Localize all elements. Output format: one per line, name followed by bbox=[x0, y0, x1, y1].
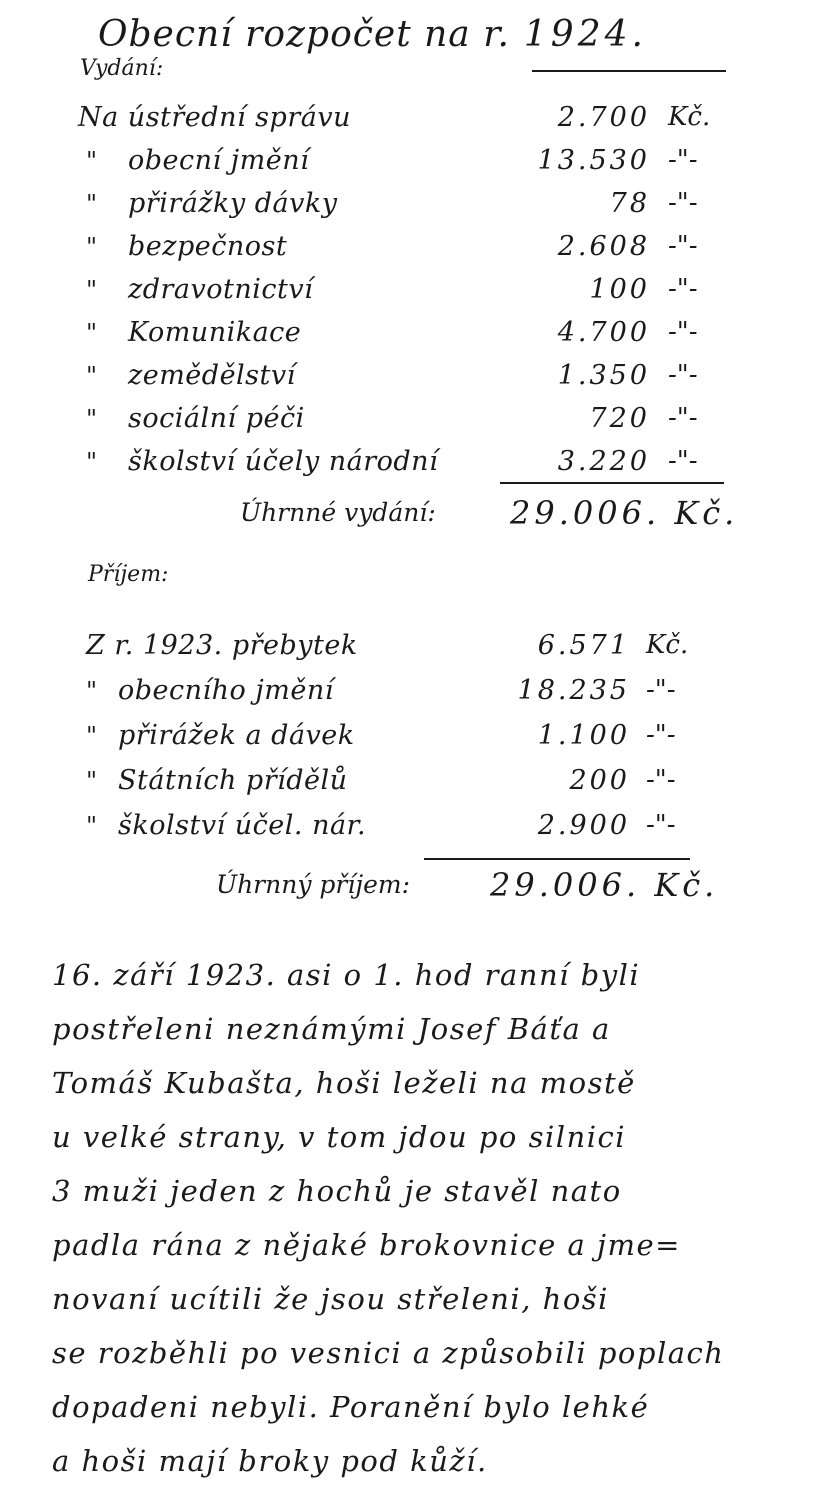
row-amount: 18.235 bbox=[517, 675, 630, 706]
ditto-mark: " bbox=[86, 812, 98, 840]
ditto-mark: " bbox=[86, 362, 98, 390]
row-label: přirážky dávky bbox=[128, 188, 338, 219]
row-unit: -"- bbox=[646, 765, 676, 795]
expenses-heading: Vydání: bbox=[80, 56, 164, 81]
row-label: obecní jmění bbox=[128, 145, 310, 176]
ledger-row bbox=[0, 403, 831, 443]
row-amount: 2.608 bbox=[557, 231, 650, 262]
row-unit: -"- bbox=[646, 720, 676, 750]
row-label: Státních přídělů bbox=[118, 765, 348, 796]
row-unit: -"- bbox=[668, 317, 698, 347]
note-line: 3 muži jeden z hochů je stavěl nato bbox=[52, 1174, 622, 1208]
row-amount: 6.571 bbox=[537, 630, 630, 661]
row-amount: 4.700 bbox=[557, 317, 650, 348]
row-amount: 100 bbox=[589, 274, 650, 305]
ledger-row bbox=[0, 317, 831, 357]
note-line: dopadeni nebyli. Poranění bylo lehké bbox=[52, 1390, 650, 1424]
row-amount: 200 bbox=[569, 765, 630, 796]
note-line: 16. září 1923. asi o 1. hod ranní byli bbox=[52, 958, 641, 992]
row-unit: Kč. bbox=[646, 630, 689, 660]
row-unit: -"- bbox=[646, 675, 676, 705]
income-total-row bbox=[0, 866, 831, 910]
expenses-total-amount: 29.006. Kč. bbox=[510, 494, 739, 532]
ledger-row bbox=[0, 675, 831, 715]
ledger-row bbox=[0, 630, 831, 670]
income-heading: Příjem: bbox=[88, 562, 169, 587]
row-unit: -"- bbox=[668, 188, 698, 218]
row-label: školství účely národní bbox=[128, 446, 439, 477]
title-year: 1924. bbox=[523, 14, 647, 55]
note-line: Tomáš Kubašta, hoši leželi na mostě bbox=[52, 1066, 636, 1100]
row-amount: 78 bbox=[609, 188, 650, 219]
row-amount: 1.100 bbox=[537, 720, 630, 751]
ledger-row bbox=[0, 231, 831, 271]
row-unit: -"- bbox=[668, 274, 698, 304]
income-total-label: Úhrnný příjem: bbox=[216, 870, 411, 899]
income-total-amount: 29.006. Kč. bbox=[490, 866, 719, 904]
ledger-row bbox=[0, 145, 831, 185]
ditto-mark: " bbox=[86, 677, 98, 705]
ledger-row bbox=[0, 188, 831, 228]
ditto-mark: " bbox=[86, 767, 98, 795]
note-paragraph bbox=[52, 948, 812, 1488]
page-title bbox=[98, 14, 647, 55]
row-unit: -"- bbox=[646, 810, 676, 840]
row-label: bezpečnost bbox=[128, 231, 288, 262]
ditto-mark: " bbox=[86, 448, 98, 476]
row-unit: -"- bbox=[668, 403, 698, 433]
ledger-row bbox=[0, 360, 831, 400]
ditto-mark: " bbox=[86, 405, 98, 433]
ditto-mark: " bbox=[86, 722, 98, 750]
ledger-row bbox=[0, 765, 831, 805]
title-text: Obecní rozpočet na r. bbox=[98, 14, 510, 55]
row-amount: 2.700 bbox=[557, 102, 650, 133]
row-label: Na ústřední správu bbox=[78, 102, 351, 133]
ledger-row bbox=[0, 274, 831, 314]
row-label: zemědělství bbox=[128, 360, 296, 391]
ditto-mark: " bbox=[86, 319, 98, 347]
row-label: školství účel. nár. bbox=[118, 810, 367, 841]
note-line: padla rána z nějaké brokovnice a jme= bbox=[52, 1228, 681, 1262]
ditto-mark: " bbox=[86, 233, 98, 261]
ditto-mark: " bbox=[86, 276, 98, 304]
row-unit: -"- bbox=[668, 446, 698, 476]
row-label: přirážek a dávek bbox=[118, 720, 355, 751]
ledger-row bbox=[0, 102, 831, 142]
ledger-row bbox=[0, 446, 831, 486]
row-label: sociální péči bbox=[128, 403, 305, 434]
row-amount: 3.220 bbox=[557, 446, 650, 477]
row-amount: 720 bbox=[589, 403, 650, 434]
note-line: postřeleni neznámými Josef Báťa a bbox=[52, 1012, 611, 1046]
row-label: zdravotnictví bbox=[128, 274, 314, 305]
row-amount: 1.350 bbox=[557, 360, 650, 391]
expenses-total-label: Úhrnné vydání: bbox=[240, 498, 436, 527]
note-line: u velké strany, v tom jdou po silnici bbox=[52, 1120, 626, 1154]
expenses-sum-rule bbox=[500, 482, 724, 484]
note-line: a hoši mají broky pod kůží. bbox=[52, 1444, 488, 1478]
title-underline bbox=[532, 70, 726, 72]
row-amount: 13.530 bbox=[537, 145, 650, 176]
note-line: se rozběhli po vesnici a způsobili poplach bbox=[52, 1336, 725, 1370]
row-label: Z r. 1923. přebytek bbox=[86, 630, 358, 661]
row-unit: Kč. bbox=[668, 102, 711, 132]
ledger-row bbox=[0, 720, 831, 760]
row-unit: -"- bbox=[668, 231, 698, 261]
ledger-row bbox=[0, 810, 831, 850]
ditto-mark: " bbox=[86, 190, 98, 218]
expenses-total-row bbox=[0, 494, 831, 538]
row-amount: 2.900 bbox=[537, 810, 630, 841]
ditto-mark: " bbox=[86, 147, 98, 175]
row-unit: -"- bbox=[668, 145, 698, 175]
row-unit: -"- bbox=[668, 360, 698, 390]
income-sum-rule bbox=[424, 858, 690, 860]
row-label: Komunikace bbox=[128, 317, 302, 348]
note-line: novaní ucítili že jsou střeleni, hoši bbox=[52, 1282, 609, 1316]
row-label: obecního jmění bbox=[118, 675, 334, 706]
